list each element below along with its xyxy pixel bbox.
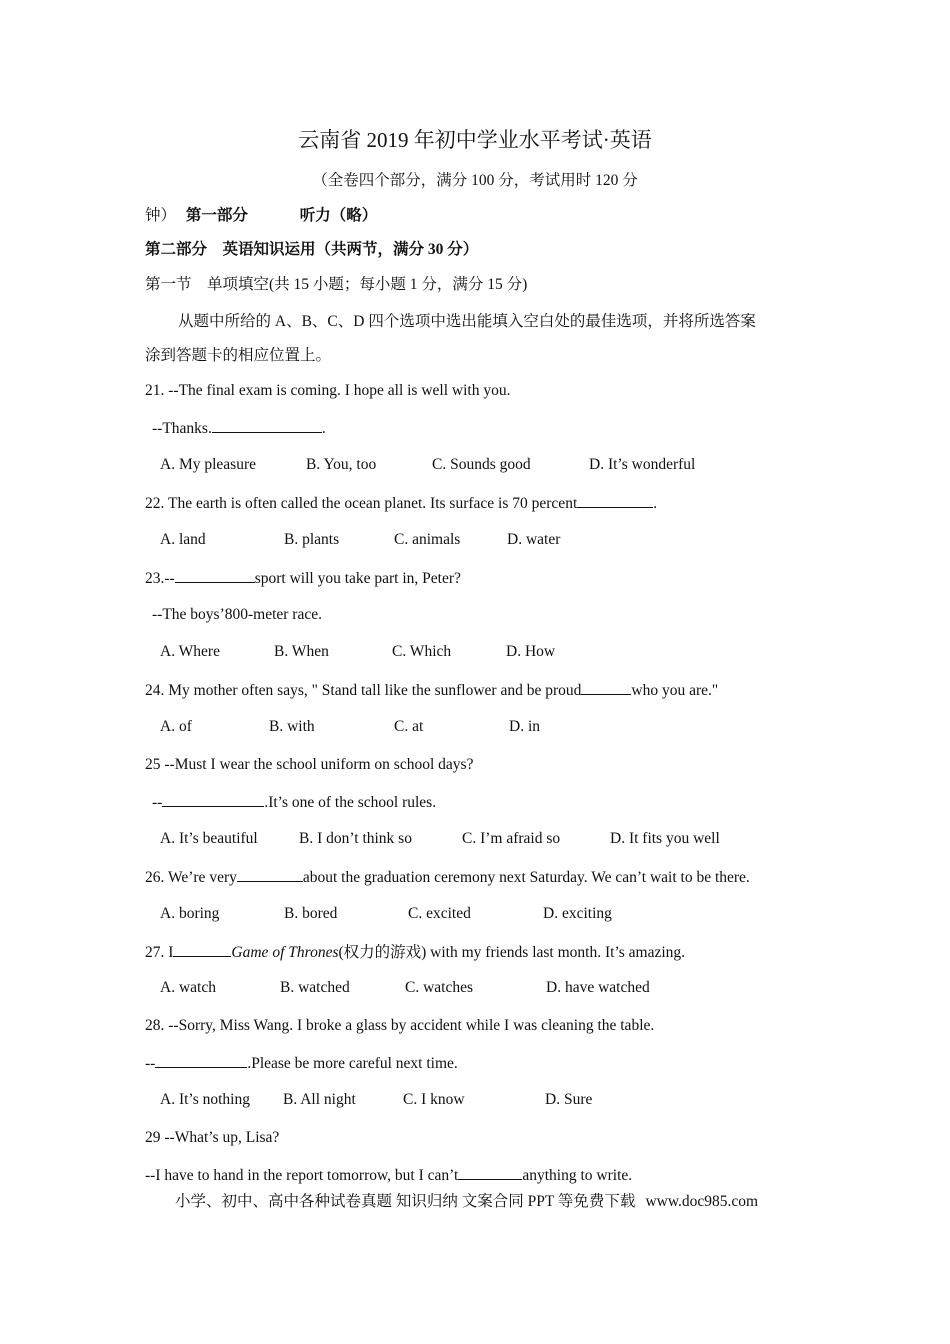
option-b: B. I don’t think so xyxy=(299,830,412,847)
exam-info-continued xyxy=(145,206,377,226)
option-b: B. You, too xyxy=(306,456,377,473)
reply-text-end: .It’s one of the school rules. xyxy=(264,794,437,811)
option-d: D. exciting xyxy=(543,905,612,922)
page-title: 云南省 2019 年初中学业水平考试·英语 xyxy=(298,128,652,152)
option-a: A. My pleasure xyxy=(160,456,256,473)
question-text: 27. I xyxy=(145,944,174,961)
option-b: B. All night xyxy=(283,1091,356,1108)
question-text-end: (权力的游戏) with my friends last month. It’s amazing. xyxy=(338,944,686,961)
question-22-text xyxy=(145,493,657,514)
question-text: 23.-- xyxy=(145,570,175,587)
option-d: D. water xyxy=(507,531,561,548)
option-a: A. watch xyxy=(160,979,216,996)
exam-info: （全卷四个部分，满分 100 分，考试用时 120 分 xyxy=(312,172,638,189)
question-27-text xyxy=(145,942,685,963)
answer-blank xyxy=(237,867,303,882)
question-text-end: sport will you take part in, Peter? xyxy=(254,570,461,587)
option-c: C. watches xyxy=(405,979,474,996)
reply-text: --Thanks. xyxy=(152,420,212,437)
reply-text-end: .Please be more careful next time. xyxy=(247,1055,458,1072)
option-b: B. plants xyxy=(284,531,340,548)
reply-text: --I have to hand in the report tomorrow, but I can’t xyxy=(145,1167,459,1184)
option-c: C. I’m afraid so xyxy=(462,830,561,847)
part2-heading: 第二部分 英语知识运用（共两节，满分 30 分） xyxy=(145,241,479,258)
exam-info-suffix: 钟） xyxy=(145,207,177,224)
question-29-reply xyxy=(145,1165,632,1186)
option-d: D. It fits you well xyxy=(610,830,720,847)
question-text: 26. We’re very xyxy=(145,869,237,886)
footer-url[interactable]: www.doc985.com xyxy=(645,1193,759,1210)
option-b: B. When xyxy=(274,643,329,660)
answer-blank xyxy=(173,942,231,957)
reply-text: -- xyxy=(145,1055,156,1072)
part1-note: 听力（略） xyxy=(299,207,378,224)
option-a: A. land xyxy=(160,531,206,548)
option-a: A. boring xyxy=(160,905,220,922)
answer-blank xyxy=(212,418,322,433)
option-d: D. in xyxy=(509,718,540,735)
answer-blank xyxy=(155,1053,247,1068)
question-text: 22. The earth is often called the ocean planet. Its surface is 70 percent xyxy=(145,495,578,512)
option-b: B. watched xyxy=(280,979,350,996)
answer-blank xyxy=(162,792,264,807)
question-26-text xyxy=(145,867,750,888)
question-28-reply xyxy=(145,1053,458,1074)
reply-text: -- xyxy=(152,794,163,811)
option-c: C. animals xyxy=(394,531,461,548)
question-23-text xyxy=(145,568,461,589)
question-23-reply: --The boys’800-meter race. xyxy=(152,606,322,623)
question-25-reply xyxy=(152,792,436,813)
answer-blank xyxy=(175,568,255,583)
instruction-line-2: 涂到答题卡的相应位置上。 xyxy=(145,347,332,364)
answer-blank xyxy=(581,680,631,695)
option-b: B. with xyxy=(269,718,315,735)
question-21-text: 21. --The final exam is coming. I hope all is well with you. xyxy=(145,382,511,399)
question-text: 24. My mother often says, " Stand tall like the sunflower and be proud xyxy=(145,682,582,699)
option-a: A. It’s beautiful xyxy=(160,830,258,847)
option-a: A. It’s nothing xyxy=(160,1091,250,1108)
question-25-text: 25 --Must I wear the school uniform on school days? xyxy=(145,756,474,773)
answer-blank xyxy=(577,493,653,508)
option-c: C. Which xyxy=(392,643,452,660)
question-29-text: 29 --What’s up, Lisa? xyxy=(145,1129,280,1146)
footer-text: 小学、初中、高中各种试卷真题 知识归纳 文案合同 PPT 等免费下载 xyxy=(175,1193,636,1210)
part1-heading: 第一部分 xyxy=(185,207,248,224)
movie-title: Game of Thrones xyxy=(231,944,339,961)
option-d: D. Sure xyxy=(545,1091,593,1108)
option-c: C. at xyxy=(394,718,424,735)
option-a: A. of xyxy=(160,718,192,735)
option-b: B. bored xyxy=(284,905,338,922)
question-28-text: 28. --Sorry, Miss Wang. I broke a glass by accident while I was cleaning the table. xyxy=(145,1017,655,1034)
reply-text-end: anything to write. xyxy=(522,1167,633,1184)
option-c: C. I know xyxy=(403,1091,465,1108)
option-c: C. Sounds good xyxy=(432,456,531,473)
option-a: A. Where xyxy=(160,643,220,660)
answer-blank xyxy=(458,1165,522,1180)
section1-heading: 第一节 单项填空(共 15 小题；每小题 1 分，满分 15 分) xyxy=(145,276,528,293)
page-footer xyxy=(175,1192,758,1212)
question-21-reply xyxy=(152,418,326,439)
instruction-line-1: 从题中所给的 A、B、C、D 四个选项中选出能填入空白处的最佳选项，并将所选答案 xyxy=(178,313,756,330)
question-text-end: . xyxy=(653,495,658,512)
option-c: C. excited xyxy=(408,905,471,922)
question-text-end: who you are." xyxy=(631,682,719,699)
question-text-end: about the graduation ceremony next Saturday. We can’t wait to be there. xyxy=(302,869,750,886)
reply-text-end: . xyxy=(321,420,326,437)
option-d: D. It’s wonderful xyxy=(589,456,696,473)
option-d: D. How xyxy=(506,643,556,660)
option-d: D. have watched xyxy=(546,979,650,996)
question-24-text xyxy=(145,680,718,701)
